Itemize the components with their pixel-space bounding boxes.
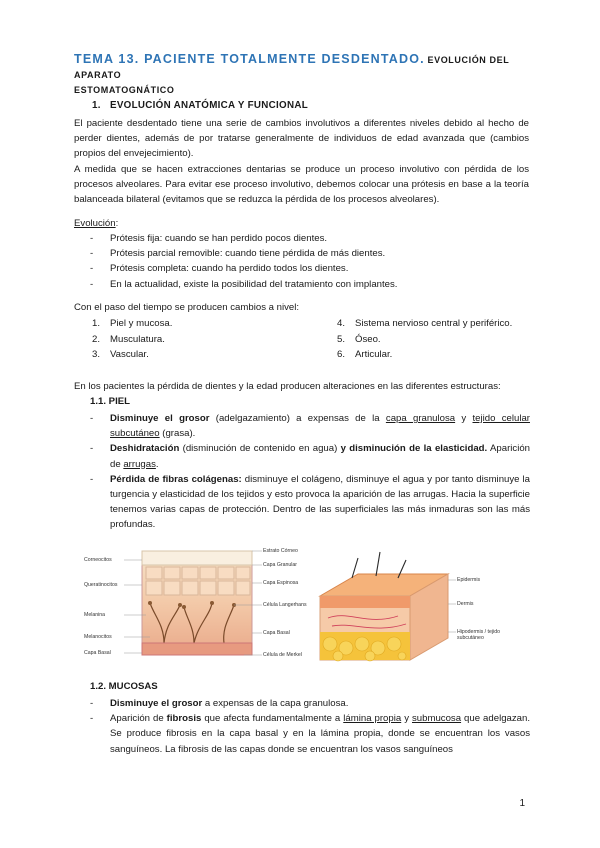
underlined-text: capa granulosa bbox=[385, 413, 456, 424]
figure-label: Capa Espinosa bbox=[263, 580, 299, 586]
title-subtitle-b: ESTOMATOGNÁTICO bbox=[74, 85, 175, 95]
list-item-text: Piel y mucosa. bbox=[110, 318, 173, 329]
text: . bbox=[155, 458, 159, 470]
evolucion-list bbox=[90, 231, 530, 292]
page-number: 1 bbox=[519, 798, 525, 809]
text: Aparición de bbox=[110, 713, 167, 725]
text: a expensas de la capa granulosa. bbox=[202, 698, 349, 709]
list-item bbox=[90, 441, 530, 471]
figure-label: Célula Langerhans bbox=[263, 602, 307, 608]
dash-marker: - bbox=[90, 698, 94, 709]
figure-label: Corneocitos bbox=[84, 557, 112, 563]
paragraph-intro: El paciente desdentado tiene una serie de cambios involutivos a diferentes niveles debido al hecho de perder dientes, además de por tratarse generalmente de individuos de edad avanzada que (cambios propios del envejecimiento). bbox=[74, 118, 529, 160]
figure-label: Estrato Córneo bbox=[263, 548, 298, 554]
dash-marker: - bbox=[90, 233, 94, 244]
list-item-text: Musculatura. bbox=[110, 333, 165, 345]
figure-label: Dermis bbox=[457, 601, 474, 607]
figure-label: Célula de Merkel bbox=[263, 652, 302, 658]
list-item bbox=[90, 277, 530, 292]
text: disminuye el colágeno, disminuye el agua y por tanto disminuye la turgencia y elasticidad de los tejidos y esto provoca la aparición de las arrugas. Hacia la superficie tenemos varias capas de protección. Dentro de las superficiales las más inmaduras son las más profundas. bbox=[110, 473, 530, 531]
changes-intro: Con el paso del tiempo se producen cambios a nivel: bbox=[74, 302, 300, 313]
bold-text: Disminuye el grosor bbox=[110, 698, 203, 709]
dash-marker: - bbox=[90, 443, 94, 455]
figure-label: Capa Basal bbox=[84, 650, 111, 656]
text: y bbox=[455, 413, 473, 424]
title-main: TEMA 13. PACIENTE TOTALMENTE DESDENTADO bbox=[74, 52, 421, 66]
text: (adelgazamiento) a expensas de la bbox=[209, 413, 386, 424]
figure-label: Hipodermis / tejido subcutáneo bbox=[457, 629, 500, 641]
dash-marker: - bbox=[90, 473, 94, 485]
text: que adelgazan. Se produce fibrosis en la capa basal y en la lámina propia, donde se encuentran los vasos sanguíneos. La fibrosis de las capas donde se encuentran los vasos sanguíneos bbox=[110, 713, 531, 755]
list-number: 3. bbox=[92, 349, 101, 361]
list-number: 2. bbox=[92, 333, 101, 345]
list-item bbox=[90, 696, 530, 711]
changes-list-right bbox=[337, 316, 512, 363]
text: Aparición de bbox=[110, 443, 530, 470]
list-item-text: En la actualidad, existe la posibilidad del tratamiento con implantes. bbox=[110, 278, 398, 290]
evolucion-label bbox=[74, 216, 529, 231]
evolucion-label-text: Evolución bbox=[74, 218, 116, 229]
section-heading bbox=[92, 100, 308, 111]
list-item-text: Vascular. bbox=[110, 349, 149, 361]
bold-text: Deshidratación bbox=[110, 443, 180, 455]
title-dot: . bbox=[420, 52, 425, 66]
skin-block-illustration bbox=[318, 548, 522, 668]
page-title bbox=[74, 52, 534, 98]
text: y bbox=[401, 713, 412, 725]
list-item-text: Óseo. bbox=[355, 333, 381, 345]
list-item bbox=[90, 711, 530, 757]
dash-marker: - bbox=[90, 263, 94, 275]
text: que afecta fundamentalmente a bbox=[201, 713, 344, 725]
dash-marker: - bbox=[90, 713, 94, 725]
structures-intro: En los pacientes la pérdida de dientes y la edad producen alteraciones en las diferentes estructuras: bbox=[74, 381, 501, 392]
bold-text: Disminuye el grosor bbox=[110, 413, 210, 424]
underlined-text: arrugas bbox=[123, 458, 156, 470]
list-item-text: Prótesis completa: cuando ha perdido todos los dientes. bbox=[110, 263, 349, 275]
bold-text: y disminución de la elasticidad. bbox=[340, 443, 488, 455]
dash-marker: - bbox=[90, 248, 94, 260]
text: (disminución de contenido en agua) bbox=[179, 443, 341, 455]
text: (grasa). bbox=[159, 428, 196, 440]
skin-layers-figure bbox=[84, 545, 324, 665]
dash-marker: - bbox=[90, 278, 94, 290]
list-item bbox=[337, 347, 512, 363]
list-number: 4. bbox=[337, 318, 346, 329]
list-item bbox=[90, 246, 530, 261]
list-number: 5. bbox=[337, 333, 346, 345]
list-number: 1. bbox=[92, 318, 101, 329]
paragraph-extractions: A medida que se hacen extracciones dentarias se produce un proceso involutivo con pérdida de los procesos alveolares. Para evitar ese proceso involutivo, debemos colocar una prótesis en base a la teoría balanceada bilateral (evitamos que se reduzca la pérdida de los procesos alveolares). bbox=[74, 164, 529, 206]
figure-label: Capa Granular bbox=[263, 562, 298, 568]
figure-label: Melanina bbox=[84, 612, 106, 618]
skin-block-figure bbox=[318, 548, 522, 668]
section-heading-text: EVOLUCIÓN ANATÓMICA Y FUNCIONAL bbox=[110, 100, 308, 111]
figure-label: Capa Basal bbox=[263, 630, 290, 636]
list-item bbox=[90, 411, 530, 441]
subsection-heading-mucosas: 1.2. MUCOSAS bbox=[90, 681, 158, 692]
list-item-text: Articular. bbox=[355, 349, 393, 361]
changes-list-left bbox=[92, 316, 172, 363]
underlined-text: lámina propia bbox=[343, 713, 402, 725]
section-number: 1. bbox=[92, 100, 101, 111]
underlined-text: submucosa bbox=[412, 713, 462, 725]
list-item-text: Prótesis parcial removible: cuando tiene pérdida de más dientes. bbox=[110, 248, 386, 260]
figure-label: Melanocitos bbox=[84, 634, 112, 640]
list-number: 6. bbox=[337, 349, 346, 361]
list-item bbox=[337, 316, 512, 332]
list-item bbox=[337, 332, 512, 348]
bold-text: Pérdida de fibras colágenas: bbox=[110, 473, 242, 485]
dash-marker: - bbox=[90, 413, 94, 424]
mucosas-list bbox=[90, 696, 530, 757]
list-item bbox=[90, 472, 530, 533]
list-item-text: Prótesis fija: cuando se han perdido pocos dientes. bbox=[110, 233, 328, 244]
list-item bbox=[92, 332, 172, 348]
list-item bbox=[92, 316, 172, 332]
list-item bbox=[92, 347, 172, 363]
piel-list bbox=[90, 411, 530, 533]
bold-text: fibrosis bbox=[166, 713, 202, 725]
evolucion-colon: : bbox=[115, 218, 119, 229]
list-item-text: Sistema nervioso central y periférico. bbox=[355, 318, 513, 329]
title-subtitle-a: EVOLUCIÓN DEL APARATO bbox=[74, 55, 510, 80]
list-item bbox=[90, 231, 530, 246]
subsection-heading-piel: 1.1. PIEL bbox=[90, 396, 130, 407]
underlined-text: tejido celular subcutáneo bbox=[110, 413, 530, 440]
figure-label: Queratinocitos bbox=[84, 582, 118, 588]
figure-label: Epidermis bbox=[457, 577, 481, 583]
list-item bbox=[90, 261, 530, 276]
